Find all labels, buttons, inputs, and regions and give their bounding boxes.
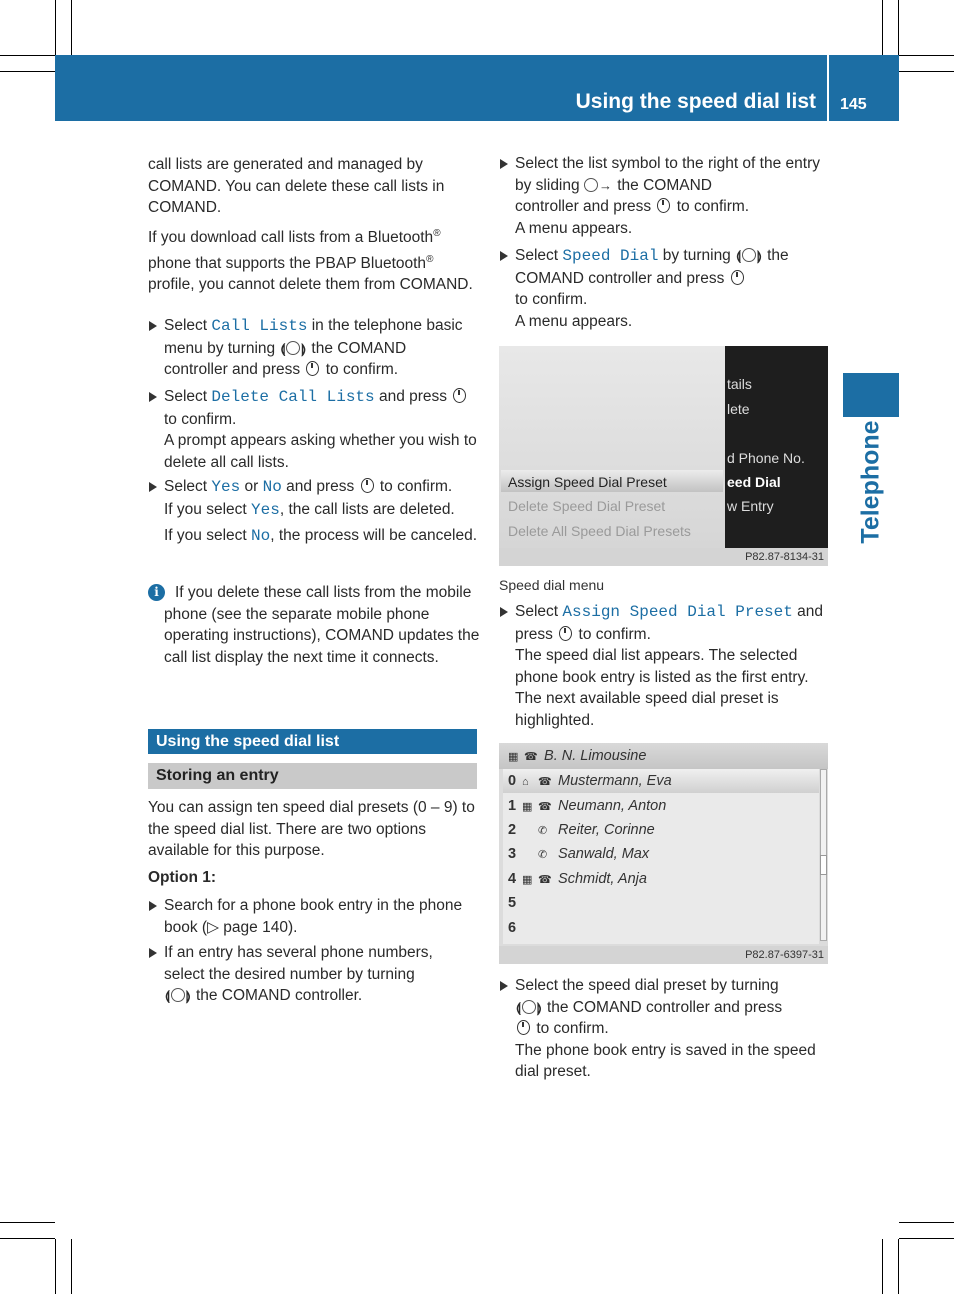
text-fragment: If you download call lists from a Bluetooth (148, 229, 434, 247)
text-fragment: the (767, 247, 789, 264)
crop-mark (899, 1238, 954, 1239)
text-fragment: the COMAND controller and press (546, 998, 783, 1016)
menu-item-code: No (262, 478, 282, 496)
menu-item-code: Call Lists (211, 317, 308, 335)
list-item[interactable] (508, 920, 522, 936)
preset-number: 0 (508, 773, 517, 789)
text-fragment: A menu appears. (515, 312, 633, 330)
text-fragment: profile, you cannot delete them from COMAND. (148, 276, 473, 294)
crop-mark (898, 1239, 899, 1294)
bullet-arrow (500, 159, 508, 169)
text-fragment: If you select (164, 527, 247, 544)
option-label: Option 1: (148, 869, 217, 886)
text-fragment: A menu appears. (515, 219, 633, 237)
text-fragment: to confirm. (325, 361, 399, 378)
instruction-step (515, 975, 831, 1083)
text-fragment: menu by turning (164, 339, 276, 357)
text-fragment: Select (164, 478, 208, 495)
bluetooth-paragraph (148, 223, 478, 296)
text-fragment: and press (378, 388, 448, 405)
turn-controller-icon: ⟬ ⟭ (165, 988, 191, 1003)
instruction-step: Search for a phone book entry in the phone book (▷ page 140). (164, 897, 463, 936)
press-controller-icon (559, 626, 572, 641)
preset-number: 3 (508, 846, 517, 862)
crop-mark (899, 71, 954, 72)
home-icon: ⌂ (522, 776, 529, 788)
press-controller-icon (453, 388, 466, 403)
press-controller-icon (361, 478, 374, 493)
text-fragment: to confirm. (515, 291, 588, 308)
instruction-step (164, 942, 464, 1007)
text-fragment: and press (286, 478, 355, 495)
text-fragment: controller and press (164, 361, 301, 378)
figure-code: P82.87-8134-31 (745, 551, 824, 563)
bullet-arrow (149, 948, 157, 958)
menu-item-selected[interactable]: eed Dial (727, 474, 781, 490)
text-fragment: Select the list symbol to the right of the entry by sliding (515, 155, 820, 194)
crop-mark (0, 55, 55, 56)
menu-item[interactable]: d Phone No. (727, 450, 805, 466)
menu-item-code: Yes (251, 500, 280, 519)
bullet-arrow (149, 321, 157, 331)
text-fragment: to confirm. (164, 410, 237, 428)
mobile-phone-icon: ✆ (538, 849, 548, 861)
menu-item-code: Speed Dial (562, 247, 659, 265)
list-item[interactable] (508, 773, 672, 789)
menu-item-delete-all-presets[interactable]: Delete All Speed Dial Presets (508, 523, 691, 539)
crop-mark (882, 0, 883, 55)
page-title: Using the speed dial list (575, 90, 816, 113)
info-icon: i (148, 584, 165, 601)
text-fragment: COMAND controller and press (515, 269, 725, 287)
text-fragment: controller and press (515, 198, 652, 215)
text-fragment: press (515, 625, 553, 643)
slide-controller-icon: → (584, 177, 613, 194)
menu-item-code: Assign Speed Dial Preset (562, 603, 793, 621)
instruction-step (164, 386, 484, 473)
crop-mark (0, 1238, 55, 1239)
crop-mark (71, 0, 72, 55)
text-fragment: Select (515, 603, 559, 620)
section-paragraph: You can assign ten speed dial presets (0 – 9) to the speed dial list. There are two options available for this purpose. (148, 799, 475, 859)
building-icon: ▦ (522, 801, 533, 813)
crop-mark (71, 1239, 72, 1294)
press-controller-icon (731, 270, 744, 285)
phone-icon: ☎ (538, 801, 552, 813)
turn-controller-icon: ⟬ ⟭ (280, 340, 307, 356)
contact-name: Neumann, Anton (558, 798, 667, 814)
text-fragment: by turning (662, 247, 731, 264)
menu-item-assign-speed-dial[interactable]: Assign Speed Dial Preset (508, 474, 667, 490)
crop-mark (899, 55, 954, 56)
crop-mark (55, 1239, 56, 1294)
menu-item-code: No (251, 527, 271, 545)
list-item[interactable] (508, 871, 647, 887)
list-item[interactable] (508, 798, 666, 814)
text-fragment: , the call lists are deleted. (279, 500, 455, 518)
phone-icon: ☎ (524, 751, 538, 763)
side-tab (843, 373, 899, 417)
contact-name: Schmidt, Anja (558, 871, 647, 887)
intro-paragraph: call lists are generated and managed by COMAND. You can delete these call lists in COMAND. (148, 156, 445, 216)
menu-item-code: Delete Call Lists (211, 388, 375, 406)
menu-item-code: Yes (211, 478, 241, 496)
screen-left-panel (499, 346, 725, 548)
text-fragment: the COMAND (617, 176, 712, 194)
registered-mark: ® (426, 253, 434, 265)
info-note: If you delete these call lists from the mobile phone (see the separate mobile phone operating instructions), COMAND updates the call list display the next time it connects. (164, 584, 480, 666)
text-fragment: the COMAND controller. (195, 987, 363, 1004)
bullet-arrow (149, 482, 157, 492)
crop-mark (55, 0, 56, 55)
press-controller-icon (306, 361, 319, 376)
turn-controller-icon: ⟬ ⟭ (516, 999, 542, 1015)
text-fragment: , the process will be canceled. (270, 527, 478, 544)
scrollbar-thumb[interactable] (820, 855, 827, 875)
text-fragment: Select (164, 388, 208, 405)
mobile-phone-icon: ✆ (538, 825, 548, 837)
menu-item-delete-speed-dial[interactable]: Delete Speed Dial Preset (508, 498, 666, 514)
figure-caption: Speed dial menu (499, 577, 605, 593)
text-fragment: and (797, 603, 824, 620)
header-entry-name: B. N. Limousine (544, 748, 647, 764)
text-fragment: to confirm. (536, 1020, 609, 1037)
crop-mark (882, 1239, 883, 1294)
phone-icon: ☎ (538, 874, 552, 886)
text-fragment: Select (164, 317, 208, 334)
instruction-step (515, 153, 830, 239)
press-controller-icon (657, 198, 670, 213)
text-fragment: The speed dial list appears. The selected phone book entry is listed as the first entry. The next available speed dial preset is highlighted. (515, 647, 809, 729)
list-item[interactable] (508, 846, 649, 862)
building-icon: ▦ (522, 874, 533, 886)
crop-mark (0, 1222, 55, 1223)
text-fragment: or (244, 478, 259, 495)
preset-number: 2 (508, 822, 517, 838)
list-item[interactable] (508, 822, 655, 838)
text-fragment: Select the speed dial preset by turning (515, 977, 779, 994)
instruction-step (515, 601, 831, 731)
preset-number: 4 (508, 871, 517, 887)
menu-item[interactable]: w Entry (727, 498, 774, 514)
turn-controller-icon: ⟬ ⟭ (736, 248, 762, 263)
side-tab-label: Telephone (856, 420, 885, 544)
bullet-arrow (500, 981, 508, 991)
list-header-entry (508, 748, 646, 764)
text-fragment: the COMAND (311, 339, 407, 357)
text-fragment: to confirm. (578, 625, 651, 643)
instruction-step (515, 245, 830, 332)
preset-number: 6 (508, 920, 517, 936)
preset-number: 1 (508, 798, 517, 814)
registered-mark: ® (433, 228, 441, 239)
menu-item[interactable]: lete (727, 401, 750, 417)
figure-code: P82.87-6397-31 (745, 949, 824, 961)
menu-item[interactable]: tails (727, 376, 752, 392)
bullet-arrow (149, 392, 157, 402)
header-divider (827, 55, 829, 121)
speed-dial-list-screen (499, 743, 828, 964)
text-fragment: Select (515, 247, 559, 264)
phone-icon: ☎ (538, 776, 552, 788)
text-fragment: If an entry has several phone numbers, select the desired number by turning (164, 944, 433, 983)
list-item[interactable] (508, 895, 522, 911)
press-controller-icon (517, 1020, 530, 1035)
crop-mark (0, 71, 55, 72)
speed-dial-menu-screen (499, 346, 828, 566)
instruction-step (164, 315, 484, 381)
crop-mark (899, 1222, 954, 1223)
building-icon: ▦ (508, 751, 519, 763)
text-fragment: phone that supports the PBAP Bluetooth (148, 254, 427, 272)
contact-name: Mustermann, Eva (558, 773, 672, 789)
section-heading: Using the speed dial list (148, 729, 477, 754)
text-fragment: to confirm. (676, 198, 750, 215)
preset-number: 5 (508, 895, 517, 911)
text-fragment: If you select (164, 500, 247, 518)
page-number: 145 (840, 96, 867, 113)
bullet-arrow (149, 901, 157, 911)
text-fragment: A prompt appears asking whether you wish to delete all call lists. (164, 432, 477, 471)
text-fragment: to confirm. (379, 478, 453, 495)
instruction-step (164, 476, 484, 548)
contact-name: Reiter, Corinne (558, 822, 655, 838)
bullet-arrow (500, 607, 508, 617)
text-fragment: in the telephone basic (311, 317, 463, 334)
crop-mark (898, 0, 899, 55)
text-fragment: The phone book entry is saved in the speed dial preset. (515, 1041, 816, 1080)
contact-name: Sanwald, Max (558, 846, 650, 862)
subsection-heading: Storing an entry (148, 763, 477, 789)
bullet-arrow (500, 251, 508, 261)
